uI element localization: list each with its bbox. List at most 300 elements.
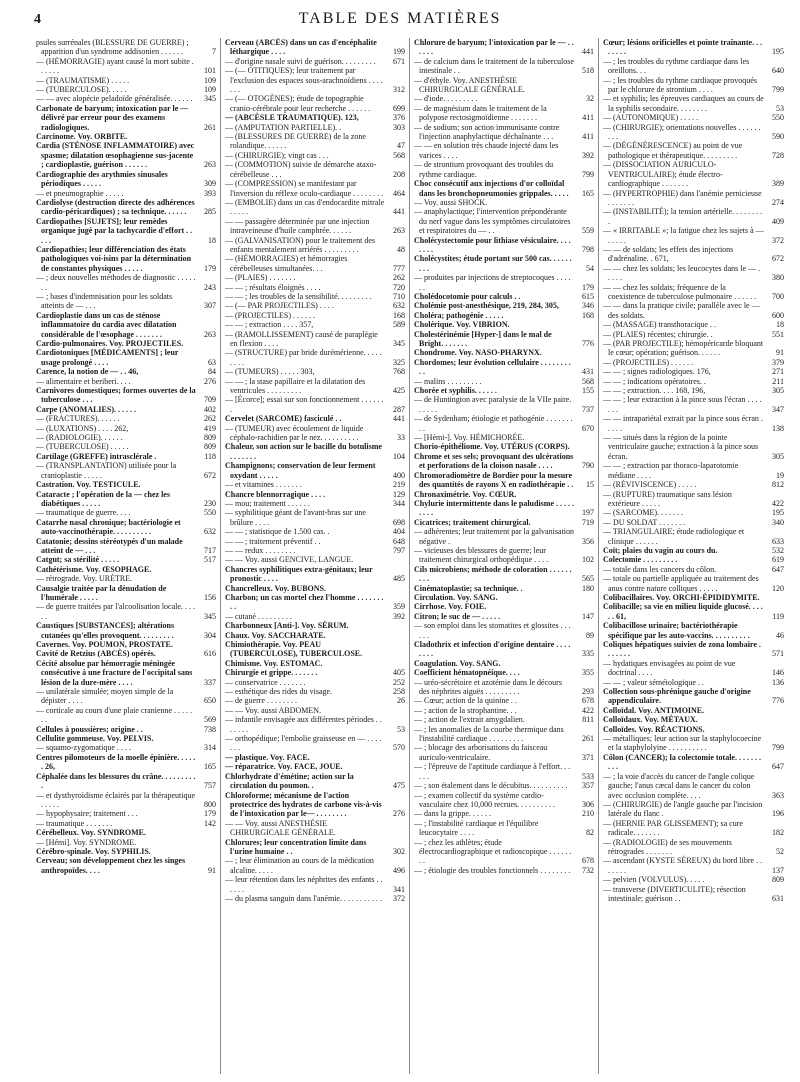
index-entry [225, 273, 405, 282]
entry-page-ref: 379 [771, 357, 784, 367]
index-entry [36, 170, 216, 189]
entry-page-ref: 738 [204, 724, 216, 734]
index-entry [36, 791, 216, 810]
entry-text: — ; les troubles du rythme cardiaque dans les oreillons. . . [603, 56, 750, 76]
index-entry [225, 772, 405, 791]
entry-page-ref: 179 [582, 282, 594, 292]
entry-text: — ascendant (KYSTE SÉREUX) du bord libre . . . . . . . [603, 856, 763, 875]
entry-page-ref: 344 [393, 498, 405, 508]
index-entry [36, 292, 216, 311]
entry-page-ref: 357 [582, 781, 594, 791]
entry-page-ref: 799 [771, 743, 784, 753]
entry-page-ref: 109 [204, 85, 216, 95]
entry-text: Carence, la notion de — . . 46, [36, 367, 139, 377]
entry-text: — unilatérale simulée; moyen simple de la dépister . . . . [36, 687, 174, 706]
entry-page-ref: 419 [204, 423, 216, 433]
entry-page-ref: 518 [582, 66, 594, 76]
index-entry [36, 104, 216, 132]
entry-page-ref: 314 [204, 743, 216, 753]
entry-text: — leur rétention dans les néphrites des enfants . . . . . . [225, 875, 383, 894]
entry-page-ref: 517 [204, 555, 216, 565]
entry-page-ref: 63 [208, 357, 216, 367]
entry-page-ref: 32 [586, 94, 594, 104]
index-entry [36, 743, 216, 752]
index-entry [414, 330, 594, 349]
index-entry [225, 198, 405, 217]
index-entry [414, 320, 594, 329]
entry-page-ref: 84 [208, 367, 216, 377]
entry-page-ref: 441 [393, 414, 405, 424]
entry-text: Chimisme. Voy. ESTOMAC. [225, 658, 323, 668]
index-entry [225, 179, 405, 198]
entry-text: Chylurie intermittente dans le paludisme . . . . . . . . . [414, 498, 574, 518]
entry-text: — ; l'instabilité cardiaque et l'équilibre leucocytaire . . . . [414, 818, 539, 838]
entry-page-ref: 47 [397, 141, 405, 151]
entry-text: — (ABCÈSLE TRAUMATIQUE). 123, [225, 113, 359, 123]
index-entry [225, 395, 405, 414]
entry-text: Chronaximétrie. Voy. CŒUR. [414, 489, 517, 499]
entry-text: Colibacillose urinaire; bactériothérapie spécifique par les auto-vaccins. . . . . . . . . . [603, 621, 750, 640]
index-entry [603, 113, 784, 122]
entry-page-ref: 104 [393, 451, 405, 461]
index-entry [414, 762, 594, 781]
entry-page-ref: 293 [582, 687, 594, 697]
index-entry [225, 584, 405, 593]
index-entry [414, 743, 594, 762]
index-entry [603, 76, 784, 95]
entry-text: Cathétérisme. Voy. ŒSOPHAGE. [36, 564, 152, 574]
entry-page-ref: 559 [582, 226, 594, 236]
index-entry [225, 490, 405, 499]
entry-text: Chancrelleux. Voy. BUBONS. [225, 583, 326, 593]
entry-text: — [Hémi]. Voy. SYNDROME. [36, 837, 137, 847]
entry-text: Coagulation. Voy. SANG. [414, 658, 501, 668]
entry-text: Cardioplastie dans un cas de sténose inflammatoire du cardia avec dilatation considérable de l'œsophage . . . . . . . [36, 310, 177, 339]
entry-text: Chrome et ses sels; provoquant des ulcérations et perforations de la cloison nasale . . . . [414, 451, 574, 471]
entry-text: Causalgie traitée par la dénudation de l'humérale . . . . . [36, 583, 167, 602]
entry-text: — de guerre . . . . . . . . [225, 696, 297, 706]
entry-text: Cellulite gommeuse. Voy. PELVIS. [36, 734, 154, 744]
entry-page-ref: 345 [204, 94, 216, 104]
entry-text: — (BLESSURES DE GUERRE) de la zone rolandique. . . . . . [225, 132, 366, 151]
index-entry [414, 546, 594, 565]
entry-text: Cirrhose. Voy. FOIE. [414, 602, 487, 612]
index-entry [225, 734, 405, 753]
entry-page-ref: 568 [582, 376, 594, 386]
entry-page-ref: 302 [393, 846, 405, 856]
index-entry [225, 442, 405, 461]
entry-text: Cladothrix et infection d'origine dentaire . . . . . . . . [414, 640, 571, 659]
entry-text: — et syphilis; les épreuves cardiaques au cours de la syphilis secondaire. . . . . . . . [603, 94, 764, 113]
entry-text: — — ; résultats éloignés . . . . [225, 282, 321, 292]
entry-text: — — dans la pratique civile; parallèle avec le — des soldats. [603, 301, 760, 320]
entry-page-ref: 812 [771, 480, 784, 490]
index-entry [225, 668, 405, 677]
entry-page-ref: 54 [586, 263, 594, 273]
entry-page-ref: 285 [204, 207, 216, 217]
entry-text: — (PLAIES) . . . . . . . [225, 273, 296, 283]
entry-text: Chromoradiomètre de Bordier pour la mesure des quantités de rayons X en radiothérapie . . [414, 470, 574, 490]
index-entry [603, 678, 784, 687]
entry-text: Colloïdes. Voy. RÉACTIONS. [603, 724, 705, 734]
entry-text: — d'origine nasale suivi de guérison. . . . . . . . . [225, 56, 376, 66]
entry-text: Colibacillaires. Voy. ORCHI-ÉPIDIDYMITE. [603, 592, 760, 602]
entry-text: — (CHIRURGIE); vingt cas . . . [225, 150, 329, 160]
index-entry [225, 320, 405, 329]
index-entry [36, 734, 216, 743]
index-entry [225, 38, 405, 57]
index-entry [603, 339, 784, 358]
index-entry [414, 160, 594, 179]
index-entry [603, 602, 784, 621]
index-entry [36, 245, 216, 273]
entry-text: — hypophysaire; traitement . . . [36, 809, 138, 819]
index-entry [414, 236, 594, 255]
entry-text: — ; chez les athlètes; étude électrocardiographique et radioscopique . . . . . . . . [414, 837, 572, 866]
index-entry [225, 659, 405, 668]
entry-page-ref: 359 [393, 602, 405, 612]
entry-text: — ; étiologie des troubles fonctionnels . . . . . . . . [414, 865, 571, 875]
index-entry [603, 207, 784, 226]
entry-page-ref: 345 [204, 611, 216, 621]
entry-text: — d'éthyle. Voy. ANESTHÉSIE CHIRURGICALE GÉNÉRALE. [414, 75, 525, 95]
index-entry [225, 565, 405, 584]
entry-page-ref: 422 [582, 705, 594, 715]
entry-page-ref: 616 [204, 649, 216, 659]
entry-page-ref: 304 [204, 630, 216, 640]
entry-page-ref: 464 [393, 188, 405, 198]
index-entry [603, 565, 784, 574]
entry-text: — ; leur élimination au cours de la médication alcaline. . . . . [225, 856, 374, 875]
entry-page-ref: 18 [208, 235, 216, 245]
index-entry [414, 584, 594, 593]
entry-text: Chirurgie et grippe. . . . . . . [225, 668, 318, 678]
index-entry [36, 273, 216, 292]
entry-text: — de Sydenham; étiologie et pathogénie . . . . . . . . . [414, 414, 573, 433]
entry-text: — (AUTONOMIQUE) . . . . . [603, 113, 699, 123]
index-entry [603, 885, 784, 904]
entry-text: Chondrome. Voy. NASO-PHARYNX. [414, 348, 542, 358]
entry-text: — (DISSOCIATION AURICULO-VENTRICULAIRE); étude électro-cardiographique . . . . . . . [603, 160, 723, 189]
entry-text: Cataracte ; l'opération de la — chez les diabétiques . . . . . [36, 489, 170, 508]
index-entry [414, 781, 594, 790]
entry-page-ref: 346 [582, 301, 594, 311]
entry-text: — syphilitique géant de l'avant-bras sur une brûlure . . . . [225, 508, 366, 527]
index-entry [414, 715, 594, 724]
index-entry [414, 292, 594, 301]
entry-text: Catatonie; dessins stéréotypés d'un malade atteint de — . . . [36, 536, 183, 555]
entry-page-ref: 640 [771, 66, 784, 76]
index-entry [603, 395, 784, 414]
index-entry [603, 753, 784, 772]
entry-page-ref: 485 [393, 574, 405, 584]
entry-text: — (TUBERCULOSE). . . . . [36, 85, 127, 95]
entry-text: — — en solution très chaude injecté dans les varices . . . . [414, 141, 559, 160]
index-entry [414, 348, 594, 357]
index-entry [603, 94, 784, 113]
index-entry [36, 414, 216, 423]
entry-text: Colloïdaux. Voy. MÉTAUX. [603, 715, 698, 725]
index-entry [414, 518, 594, 527]
index-entry [36, 386, 216, 405]
index-entry [603, 518, 784, 527]
entry-page-ref: 307 [204, 301, 216, 311]
entry-text: — ; bases d'indemnisation pour les soldats atteints de — . . . [36, 291, 173, 311]
index-entry [225, 94, 405, 113]
entry-text: Cardia (STÉNOSE INFLAMMATOIRE) avec spasme; dilatation œsophagienne sus-jacente ; cardioplastie, guérison . . . . . . [36, 141, 195, 170]
entry-page-ref: 402 [204, 404, 216, 414]
index-entry [225, 715, 405, 734]
entry-text: — vicieuses des blessures de guerre; leur traitement chirurgical orthopédique . . . . [414, 545, 549, 565]
index-entry [225, 537, 405, 546]
entry-text: — — ; extraction par thoraco-laparotomie médiane . . . . [603, 461, 739, 480]
index-entry [414, 442, 594, 451]
entry-page-ref: 156 [204, 592, 216, 602]
entry-text: Cérébelleux. Voy. SYNDROME. [36, 828, 146, 838]
index-entry [36, 659, 216, 687]
entry-page-ref: 19 [775, 470, 784, 480]
index-entry [414, 838, 594, 866]
entry-page-ref: 678 [582, 856, 594, 866]
entry-text: Chordomes; leur évolution cellulaire . . . . . . . . . . [414, 357, 571, 377]
entry-page-ref: 551 [771, 329, 784, 339]
index-entry [603, 593, 784, 602]
index-entry [414, 94, 594, 103]
entry-page-ref: 261 [204, 122, 216, 132]
entry-text: — mou; traitement . . . . . . [225, 498, 310, 508]
entry-text: — « IRRITABLE »; la fatigue chez les sujets à — . . . . . [603, 226, 764, 245]
index-entry [225, 546, 405, 555]
index-entry [225, 66, 405, 94]
index-entry [36, 141, 216, 169]
index-entry [225, 687, 405, 696]
entry-text: Circulation. Voy. SANG. [414, 592, 498, 602]
entry-text: — métalliques; leur action sur la staphylocoecine et la staphylolyine . . . . . . . . . . [603, 734, 762, 753]
entry-page-ref: 101 [204, 66, 216, 76]
index-entry [225, 696, 405, 705]
entry-page-ref: 565 [582, 574, 594, 584]
index-entry [36, 508, 216, 517]
entry-text: Catarrhe nasal chronique; bactériologie et auto-vaccinothérapie. . . . . . . . . . [36, 517, 181, 537]
entry-page-ref: 355 [582, 668, 594, 678]
entry-text: — ; action de la strophantine. . . [414, 705, 517, 715]
entry-text: — anaphylactique; l'intervention prépondérante du nerf vague dans les symptômes circulatoires et respiratoires du — . . [414, 207, 571, 236]
entry-page-ref: 768 [393, 367, 405, 377]
entry-text: — totale ou partielle appliquée au traitement des anus contre nature colliques . . . . . [603, 574, 759, 593]
index-entry [225, 160, 405, 179]
entry-text: — — ; la stase papillaire et la dilatation des ventricules . . . . . . . . . [225, 376, 366, 396]
index-entry [36, 480, 216, 489]
entry-text: Chlorure de baryum; l'intoxication par le — . . . . . . [414, 38, 574, 57]
index-entry [414, 602, 594, 611]
entry-page-ref: 632 [204, 527, 216, 537]
entry-page-ref: 262 [204, 414, 216, 424]
index-entry [36, 85, 216, 94]
index-entry [603, 433, 784, 461]
entry-text: Cécité absolue par hémorragie méningée consécutive à une fracture de l'occipital sans lésion de la dure-mère . . . . [36, 658, 193, 687]
index-entry [225, 508, 405, 527]
entry-text: Choc consécutif aux injections d'or colloïdal dans les bronchopneumonies grippales. . . . . [414, 179, 569, 198]
index-entry [414, 471, 594, 490]
entry-page-ref: 120 [771, 583, 784, 593]
entry-page-ref: 263 [204, 160, 216, 170]
index-entry [225, 894, 405, 903]
index-entry [603, 715, 784, 724]
entry-text: — (— PAR PROJECTILES) . . . . [225, 301, 334, 311]
entry-page-ref: 797 [393, 545, 405, 555]
entry-text: — (HÉMORRAGIE) ayant causé la mort subite . . . . . . [36, 56, 194, 76]
entry-text: Chlorures; leur concentration limite dans l'urine humaine . . [225, 837, 367, 856]
entry-page-ref: 129 [393, 489, 405, 499]
entry-page-ref: 309 [204, 179, 216, 189]
entry-page-ref: 719 [582, 517, 594, 527]
entry-text: — ; l'épreuve de l'aptitude cardiaque à l'effort. . . . . . [414, 762, 571, 781]
entry-page-ref: 305 [771, 451, 784, 461]
entry-page-ref: 136 [771, 677, 784, 687]
entry-page-ref: 287 [393, 404, 405, 414]
entry-page-ref: 263 [204, 329, 216, 339]
entry-page-ref: 619 [771, 555, 784, 565]
entry-text: — esthétique des rides du visage. [225, 687, 333, 697]
entry-text: — ; les troubles du rythme cardiaque provoqués par le chlorure de strontium . . . . [603, 75, 757, 95]
index-entry [603, 725, 784, 734]
index-entry [225, 254, 405, 273]
index-entry [603, 38, 784, 57]
entry-text: — (PAR PROJECTILE); hémopéricarde bloquant le cœur; opération; guérison. . . . . . [603, 339, 764, 358]
entry-page-ref: 809 [204, 442, 216, 452]
entry-text: Cardiographie des arythmies sinusales périodiques . . . . . [36, 169, 168, 189]
entry-page-ref: 720 [393, 282, 405, 292]
entry-text: — (RÉVIVISCENCE) . . . . . [603, 480, 697, 490]
entry-text: — et pneumographie . . . . . [36, 188, 124, 198]
index-entry [414, 123, 594, 142]
entry-page-ref: 15 [586, 480, 594, 490]
entry-text: — infantile envisagée aux différentes périodes . . . . . . . [225, 715, 382, 734]
index-entry [225, 301, 405, 310]
entry-text: — réparatrice. Voy. FACE, JOUE. [225, 762, 343, 772]
entry-text: — — chez les soldats; fréquence de la coexistence de tuberculose pulmonaire . . . . . . [603, 282, 757, 301]
entry-text: Coliques hépatiques suivies de zona lombaire . . . . . . . [603, 640, 761, 659]
entry-text: — Voy. aussi SHOCK. [414, 197, 488, 207]
index-entry [603, 386, 784, 395]
entry-page-ref: 53 [397, 724, 405, 734]
index-entry [225, 292, 405, 301]
entry-text: — (LUXATIONS) . . . . 262, [36, 423, 129, 433]
entry-text: — son emploi dans les stomatites et glossites . . . . . . [414, 621, 571, 640]
index-entry [603, 245, 784, 264]
entry-page-ref: 532 [771, 545, 784, 555]
index-entry [36, 640, 216, 649]
entry-page-ref: 263 [393, 226, 405, 236]
index-entry [36, 433, 216, 442]
index-columns [36, 38, 788, 1074]
entry-text: — malins . . . . . . . . . [414, 376, 482, 386]
index-entry [414, 668, 594, 677]
page-title: TABLE DES MATIÈRES [298, 10, 502, 27]
entry-page-ref: 138 [771, 423, 784, 433]
index-entry [414, 866, 594, 875]
entry-text: — (PROJECTILES) . . . . . . [603, 357, 693, 367]
entry-page-ref: 533 [582, 771, 594, 781]
entry-page-ref: 475 [393, 781, 405, 791]
index-entry [36, 565, 216, 574]
index-entry [225, 367, 405, 376]
entry-text: Céphalée dans les blessures du crâne. . . . . . . . . . [36, 771, 196, 791]
entry-page-ref: 422 [771, 498, 784, 508]
entry-text: — — ; extraction . . . . 357, [225, 320, 314, 330]
entry-page-ref: 798 [582, 244, 594, 254]
index-entry [603, 819, 784, 838]
entry-text: — traumatique . . . . . . . [36, 818, 113, 828]
entry-page-ref: 197 [582, 508, 594, 518]
entry-text: — alimentaire et beriberi. . . . [36, 376, 131, 386]
entry-page-ref: 243 [204, 282, 216, 292]
index-entry [603, 264, 784, 283]
entry-page-ref: 119 [772, 611, 784, 621]
index-entry [414, 76, 594, 95]
entry-text: — (RADIOLOGIE) de ses mouvements rétrogrades . . . . . . . [603, 837, 732, 856]
index-entry [414, 273, 594, 292]
entry-text: — orthopédique; l'embolie graisseuse en — . . . . . . . [225, 734, 382, 753]
entry-text: — (FRACTURES). . . . . . [36, 414, 120, 424]
entry-page-ref: 371 [582, 752, 594, 762]
index-entry [225, 631, 405, 640]
entry-text: — (TUMEURS) . . . . . 303, [225, 367, 315, 377]
entry-text: — Cœur; action de la quinine . . [414, 696, 517, 706]
index-entry [414, 38, 594, 57]
entry-text: Cartilage (GREFFE) intrasclérale . [36, 451, 157, 461]
entry-page-ref: 118 [204, 451, 216, 461]
entry-page-ref: 347 [771, 404, 784, 414]
entry-text: — de calcium dans le traitement de la tuberculose intestinale . . [414, 56, 574, 76]
entry-page-ref: 276 [204, 376, 216, 386]
entry-page-ref: 180 [582, 583, 594, 593]
index-entry [36, 424, 216, 433]
entry-page-ref: 800 [204, 799, 216, 809]
entry-text: — — ; les troubles de la sensibilité. . . . . . . . . [225, 291, 372, 301]
index-entry [36, 574, 216, 583]
index-entry [603, 800, 784, 819]
index-entry [225, 499, 405, 508]
index-entry [414, 104, 594, 123]
index-column-3 [414, 38, 599, 1074]
entry-text: — corticale au cours d'une plaie cranienne . . . . . . . [36, 705, 193, 725]
index-entry [225, 330, 405, 349]
index-entry [36, 452, 216, 461]
index-entry [414, 593, 594, 602]
entry-text: Cicatrices; traitement chirurgical. [414, 517, 531, 527]
entry-page-ref: 672 [204, 470, 216, 480]
entry-page-ref: 777 [393, 263, 405, 273]
entry-text: — (— OTOGÈNES); étude de topographie cranio-cérébrale pour leur recherche . . . . . . [225, 94, 371, 113]
entry-text: — (TRAUMATISME) . . . . . [36, 75, 130, 85]
entry-text: — (AMPUTATION PARTIELLE). . [225, 122, 342, 132]
entry-text: — — Voy. aussi ABDOMEN. [225, 705, 322, 715]
entry-page-ref: 776 [582, 339, 594, 348]
index-entry [603, 659, 784, 678]
entry-text: — (MASSAGE) transthoracique . . [603, 320, 716, 330]
entry-page-ref: 799 [771, 85, 784, 95]
index-entry [414, 490, 594, 499]
entry-page-ref: 648 [393, 536, 405, 546]
entry-text: — adhérentes; leur traitement par la galvanisation négative . [414, 527, 574, 546]
index-entry [36, 809, 216, 818]
entry-text: — (HERNIE PAR GLISSEMENT); sa cure radicale. . . . . . . [603, 818, 743, 838]
entry-text: — ; les anomalies de la courbe thermique dans l'instabilité cardiaque . . . . . . . . . [414, 724, 564, 744]
entry-text: — — ; statistique de 1.500 cas. . [225, 527, 330, 537]
entry-page-ref: 305 [771, 386, 784, 396]
entry-page-ref: 571 [771, 649, 784, 659]
